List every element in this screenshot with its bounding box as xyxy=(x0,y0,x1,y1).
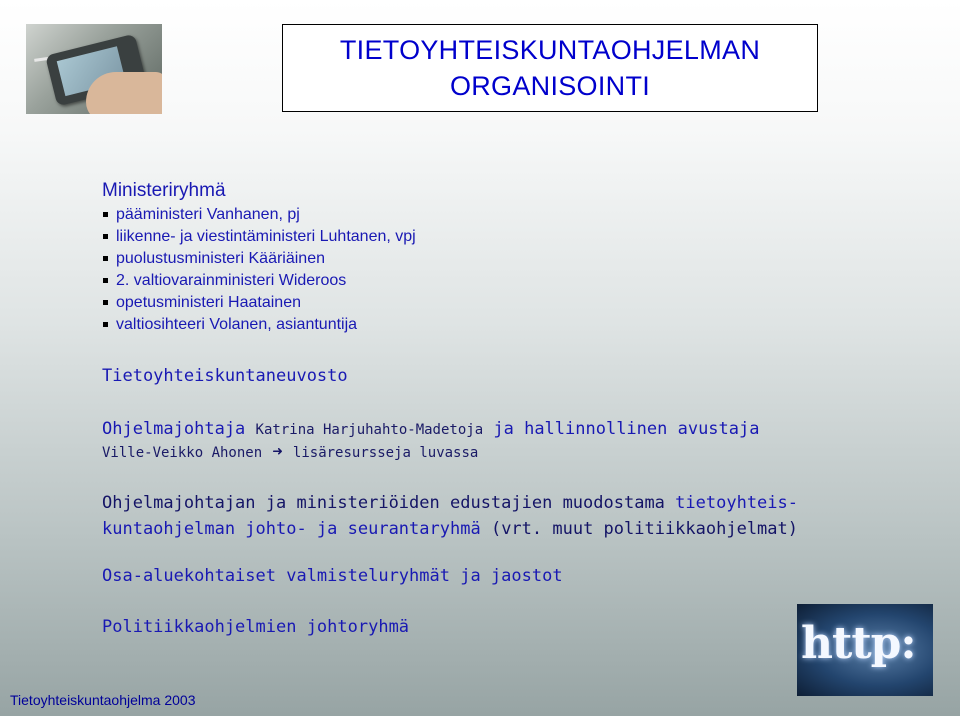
ministeriryhma-list xyxy=(102,204,902,336)
ohjelmajohtaja-name: Katrina Harjuhahto-Madetoja xyxy=(255,422,484,438)
ohjelmajohtaja-line xyxy=(102,418,759,441)
ohjelmajohtaja-section xyxy=(102,418,759,464)
handheld-device-photo xyxy=(26,24,162,114)
ministeriryhma-heading: Ministeriryhmä xyxy=(102,180,226,201)
list-item: liikenne- ja viestintäministeri Luhtanen, vpj xyxy=(102,226,902,248)
assistant-line xyxy=(102,441,759,464)
footer-text: Tietoyhteiskuntaohjelma 2003 xyxy=(10,692,196,708)
list-item: pääministeri Vanhanen, pj xyxy=(102,204,902,226)
bullet-square-icon xyxy=(103,256,108,261)
list-item: 2. valtiovarainministeri Wideroos xyxy=(102,270,902,292)
bullet-square-icon xyxy=(103,278,108,283)
johtoryhma-part4: (vrt. muut politiikkaohjelmat) xyxy=(490,519,798,539)
ohjelmajohtaja-rest: ja hallinnollinen avustaja xyxy=(493,419,760,439)
arrow-right-icon: ➜ xyxy=(272,442,283,462)
ohjelmajohtaja-label: Ohjelmajohtaja xyxy=(102,419,246,439)
johtoryhma-part2: tietoyhteis- xyxy=(675,493,798,513)
bullet-square-icon xyxy=(103,300,108,305)
politiikka-heading: Politiikkaohjelmien johtoryhmä xyxy=(102,617,410,637)
assistant-name: Ville-Veikko Ahonen xyxy=(102,445,263,461)
bullet-square-icon xyxy=(103,322,108,327)
title-line-1: TIETOYHTEISKUNTAOHJELMAN xyxy=(339,35,761,65)
bullet-square-icon xyxy=(103,212,108,217)
hand xyxy=(86,72,162,114)
http-photo xyxy=(797,604,933,696)
johtoryhma-section xyxy=(102,490,892,542)
resources-note: lisäresursseja luvassa xyxy=(292,445,479,461)
bullet-square-icon xyxy=(103,234,108,239)
neuvosto-heading: Tietoyhteiskuntaneuvosto xyxy=(102,366,348,386)
list-item: opetusministeri Haatainen xyxy=(102,292,902,314)
title-line-2: ORGANISOINTI xyxy=(449,71,651,101)
list-item: puolustusministeri Kääriäinen xyxy=(102,248,902,270)
title-box xyxy=(282,24,818,112)
http-text: http: xyxy=(801,618,916,669)
johtoryhma-part1: Ohjelmajohtajan ja ministeriöiden edustajien muodostama xyxy=(102,493,665,513)
johtoryhma-part3: kuntaohjelman johto- ja seurantaryhmä xyxy=(102,519,481,539)
list-item: valtiosihteeri Volanen, asiantuntija xyxy=(102,314,902,336)
osaalue-heading: Osa-aluekohtaiset valmisteluryhmät ja jaostot xyxy=(102,566,563,586)
ministeriryhma-section xyxy=(102,178,902,336)
